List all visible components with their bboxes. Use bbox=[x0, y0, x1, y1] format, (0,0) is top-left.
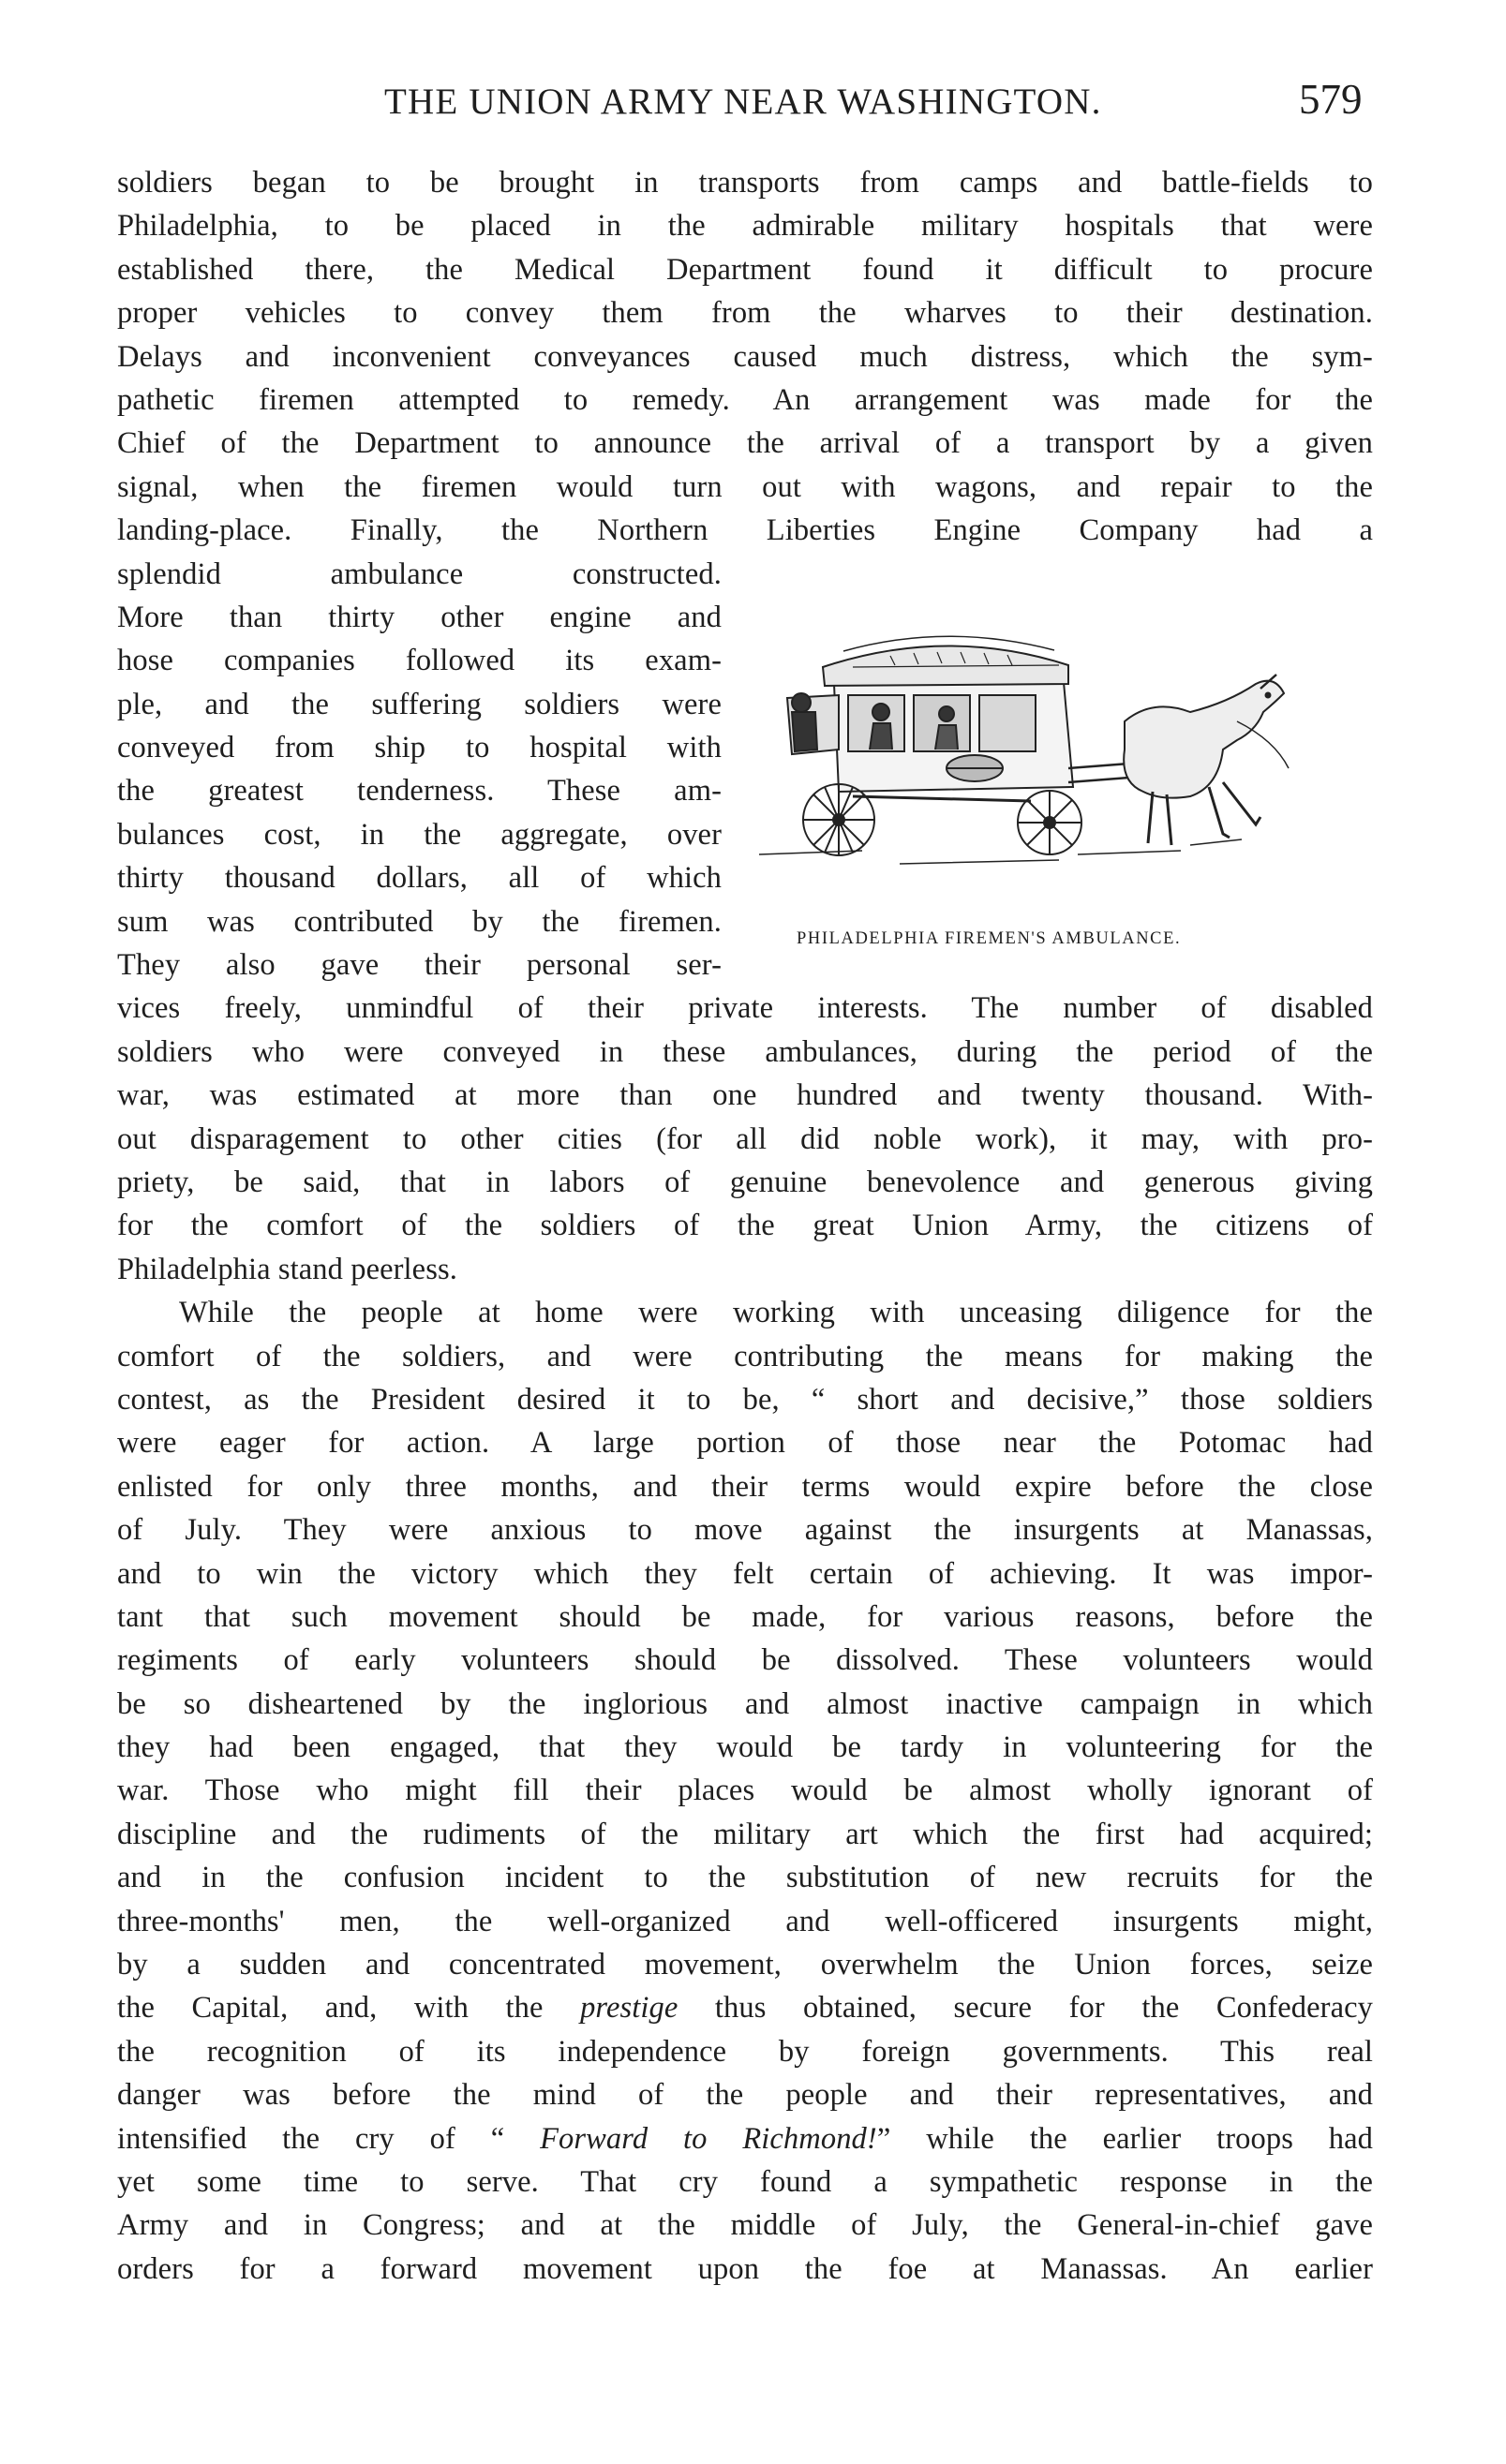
italic-text: prestige bbox=[580, 1991, 678, 2026]
text-line: discipline and the rudiments of the military art which the first had acquired; bbox=[117, 1817, 1373, 1851]
text-line: thirty thousand dollars, all of which bbox=[117, 861, 722, 896]
text-line: and to win the victory which they felt certain of achieving. It was impor- bbox=[117, 1556, 1373, 1591]
text-line bbox=[117, 1986, 1373, 2029]
text-line: war. Those who might fill their places would be almost wholly ignorant of bbox=[117, 1774, 1373, 1808]
body-text bbox=[117, 161, 1373, 2291]
text-line: vices freely, unmindful of their private interests. The number of disabled bbox=[117, 991, 1373, 1026]
text-line: They also gave their personal ser- bbox=[117, 948, 722, 983]
text-segment: thus obtained, secure for the Confederacy bbox=[678, 1991, 1373, 2026]
text-line: hose companies followed its exam- bbox=[117, 644, 722, 678]
text-line: the greatest tenderness. These am- bbox=[117, 774, 722, 809]
text-line: While the people at home were working with unceasing diligence for the bbox=[179, 1296, 1373, 1330]
text-line: Philadelphia stand peerless. bbox=[117, 1252, 457, 1286]
text-segment: the Capital, and, with the bbox=[117, 1991, 581, 2026]
text-line: landing-place. Finally, the Northern Liberties Engine Company had a bbox=[117, 513, 1373, 548]
text-segment: intensified the cry of “ bbox=[117, 2121, 541, 2156]
text-line: war, was estimated at more than one hundred and twenty thousand. With- bbox=[117, 1078, 1373, 1113]
text-line: priety, be said, that in labors of genuine benevolence and generous giving bbox=[117, 1165, 1373, 1199]
text-line bbox=[117, 2117, 1373, 2160]
text-line: danger was before the mind of the people and their representatives, and bbox=[117, 2078, 1373, 2113]
text-line: were eager for action. A large portion of those near the Potomac had bbox=[117, 1426, 1373, 1461]
text-line: comfort of the soldiers, and were contributing the means for making the bbox=[117, 1339, 1373, 1373]
running-head bbox=[0, 75, 1506, 131]
text-line: conveyed from ship to hospital with bbox=[117, 731, 722, 765]
text-line: Chief of the Department to announce the arrival of a transport by a given bbox=[117, 426, 1373, 461]
text-line: for the comfort of the soldiers of the great Union Army, the citizens of bbox=[117, 1209, 1373, 1243]
italic-text: Forward to Richmond! bbox=[540, 2121, 877, 2156]
text-line: Army and in Congress; and at the middle of July, the General-in-chief gave bbox=[117, 2208, 1373, 2243]
page-number: 579 bbox=[1299, 76, 1363, 123]
text-line: tant that such movement should be made, for various reasons, before the bbox=[117, 1599, 1373, 1634]
text-line: yet some time to serve. That cry found a sympathetic response in the bbox=[117, 2164, 1373, 2199]
text-line: splendid ambulance constructed. bbox=[117, 557, 722, 591]
text-line: enlisted for only three months, and their terms would expire before the close bbox=[117, 1469, 1373, 1504]
text-line: pathetic firemen attempted to remedy. An arrangement was made for the bbox=[117, 382, 1373, 417]
text-line: signal, when the firemen would turn out with wagons, and repair to the bbox=[117, 469, 1373, 504]
text-line: and in the confusion incident to the substitution of new recruits for the bbox=[117, 1861, 1373, 1895]
text-line: soldiers began to be brought in transports from camps and battle-fields to bbox=[117, 166, 1373, 200]
text-line: More than thirty other engine and bbox=[117, 600, 722, 634]
text-line: Delays and inconvenient conveyances caused much distress, which the sym- bbox=[117, 339, 1373, 374]
figure-caption: PHILADELPHIA FIREMEN'S AMBULANCE. bbox=[797, 929, 1182, 948]
text-line: by a sudden and concentrated movement, overwhelm the Union forces, seize bbox=[117, 1948, 1373, 1982]
text-line: of July. They were anxious to move against the insurgents at Manassas, bbox=[117, 1513, 1373, 1548]
text-line: they had been engaged, that they would be tardy in volunteering for the bbox=[117, 1730, 1373, 1765]
text-line: sum was contributed by the firemen. bbox=[117, 904, 722, 939]
text-line: Philadelphia, to be placed in the admirable military hospitals that were bbox=[117, 209, 1373, 244]
text-line: three-months' men, the well-organized and well-officered insurgents might, bbox=[117, 1904, 1373, 1938]
text-line: orders for a forward movement upon the foe at Manassas. An earlier bbox=[117, 2251, 1373, 2286]
text-line: regiments of early volunteers should be dissolved. These volunteers would bbox=[117, 1643, 1373, 1678]
text-line: established there, the Medical Department found it difficult to procure bbox=[117, 252, 1373, 287]
text-line: proper vehicles to convey them from the wharves to their destination. bbox=[117, 296, 1373, 331]
text-line: the recognition of its independence by foreign governments. This real bbox=[117, 2034, 1373, 2069]
text-line: out disparagement to other cities (for all did noble work), it may, with pro- bbox=[117, 1121, 1373, 1156]
text-segment: ” while the earlier troops had bbox=[876, 2121, 1374, 2156]
running-title: THE UNION ARMY NEAR WASHINGTON. bbox=[384, 82, 1102, 122]
text-line: bulances cost, in the aggregate, over bbox=[117, 817, 722, 852]
text-line: soldiers who were conveyed in these ambulances, during the period of the bbox=[117, 1034, 1373, 1069]
text-line: ple, and the suffering soldiers were bbox=[117, 687, 722, 721]
text-line: be so disheartened by the inglorious and almost inactive campaign in which bbox=[117, 1686, 1373, 1721]
text-line: contest, as the President desired it to be, “ short and decisive,” those soldiers bbox=[117, 1382, 1373, 1417]
